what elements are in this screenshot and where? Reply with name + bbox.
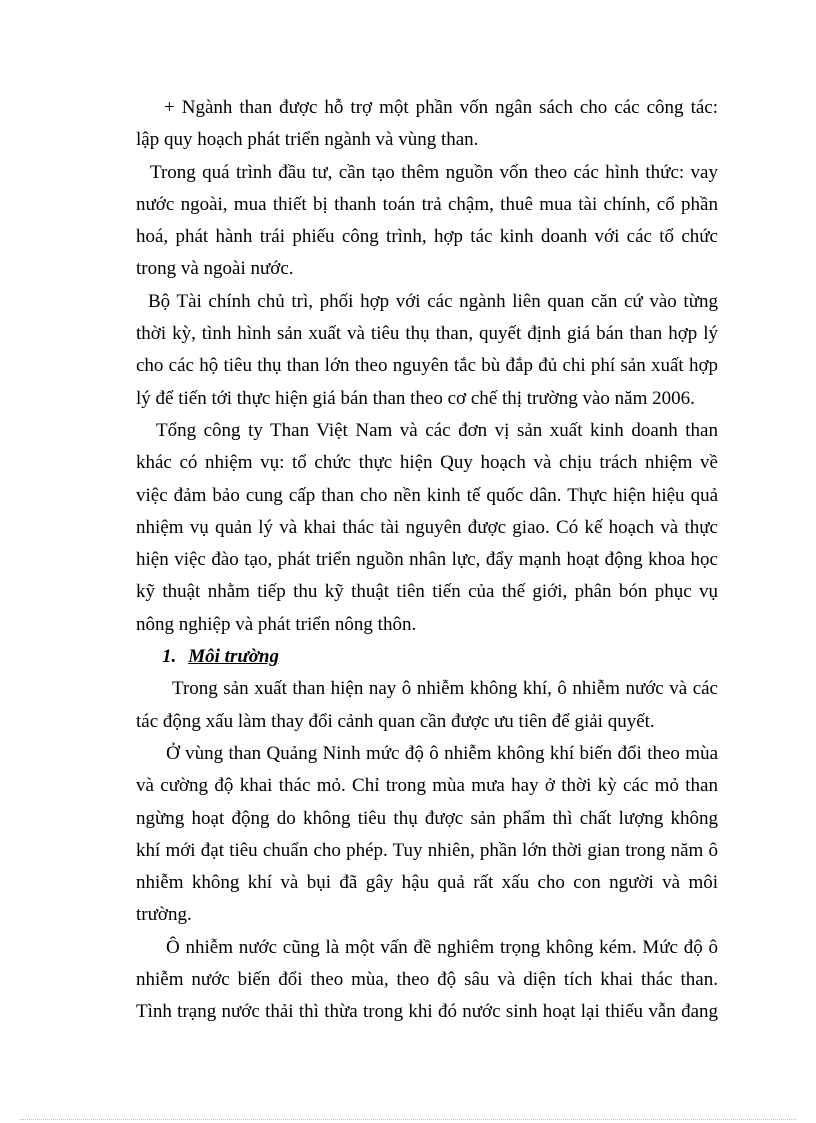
text-line: và cường độ khai thác mỏ. Chỉ trong mùa mưa hay ở thời kỳ các mỏ than bbox=[136, 775, 718, 797]
text-line: Ở vùng than Quảng Ninh mức độ ô nhiễm không khí biến đổi theo mùa bbox=[166, 742, 718, 764]
text-line: thời kỳ, tình hình sản xuất và tiêu thụ than, quyết định giá bán than hợp lý bbox=[136, 323, 718, 345]
text-line: nông nghiệp và phát triển nông thôn. bbox=[136, 613, 417, 635]
text-line: hiện việc đào tạo, phát triển nguồn nhân lực, đẩy mạnh hoạt động khoa học bbox=[136, 549, 718, 571]
text-line: tác động xấu làm thay đổi cảnh quan cần được ưu tiên để giải quyết. bbox=[136, 710, 655, 732]
text-line: kỹ thuật nhằm tiếp thu kỹ thuật tiên tiến của thế giới, phân bón phục vụ bbox=[136, 581, 718, 603]
text-line: nhiệm vụ quản lý và khai thác tài nguyên được giao. Có kế hoạch và thực bbox=[136, 516, 718, 538]
paragraph-investment bbox=[136, 157, 718, 286]
text-line: Trong quá trình đầu tư, cần tạo thêm nguồn vốn theo các hình thức: vay bbox=[150, 161, 718, 183]
paragraph-water-pollution bbox=[136, 932, 718, 1029]
text-line: hoá, phát hành trái phiếu công trình, hợp tác kinh doanh với các tổ chức bbox=[136, 226, 718, 248]
page-bottom-divider bbox=[20, 1119, 796, 1120]
section-number: 1. bbox=[162, 646, 177, 668]
section-title: Môi trường bbox=[188, 646, 279, 668]
text-line: Tổng công ty Than Việt Nam và các đơn vị sản xuất kinh doanh than bbox=[156, 419, 718, 441]
paragraph-funding bbox=[136, 92, 718, 157]
section-heading-environment bbox=[136, 641, 718, 673]
text-line: nhiễm nước biến đổi theo mùa, theo độ sâu và diện tích khai thác than. bbox=[136, 969, 718, 991]
text-line: ngừng hoạt động do không tiêu thụ được sản phẩm thì chất lượng không bbox=[136, 807, 718, 829]
text-line: + Ngành than được hỗ trợ một phần vốn ngân sách cho các công tác: bbox=[164, 97, 718, 118]
text-line: lập quy hoạch phát triển ngành và vùng than. bbox=[136, 129, 479, 151]
text-line: Tình trạng nước thải thì thừa trong khi đó nước sinh hoạt lại thiếu vẫn đang bbox=[136, 1001, 718, 1023]
page-content bbox=[136, 92, 718, 1029]
text-line: Trong sản xuất than hiện nay ô nhiễm không khí, ô nhiễm nước và các bbox=[172, 678, 718, 700]
text-line: nước ngoài, mua thiết bị thanh toán trả chậm, thuê mua tài chính, cổ phần bbox=[136, 193, 718, 215]
text-line: lý để tiến tới thực hiện giá bán than theo cơ chế thị trường vào năm 2006. bbox=[136, 387, 695, 409]
text-line: việc đảm bảo cung cấp than cho nền kinh tế quốc dân. Thực hiện hiệu quả bbox=[136, 484, 718, 506]
text-line: nhiễm không khí và bụi đã gây hậu quả rất xấu cho con người và môi bbox=[136, 872, 718, 894]
text-line: khí mới đạt tiêu chuẩn cho phép. Tuy nhiên, phần lớn thời gian trong năm ô bbox=[136, 839, 718, 861]
text-line: cho các hộ tiêu thụ than lớn theo nguyên tắc bù đắp đủ chi phí sản xuất hợp bbox=[136, 355, 718, 377]
paragraph-air-pollution bbox=[136, 738, 718, 932]
paragraph-ministry-of-finance bbox=[136, 286, 718, 415]
text-line: trong và ngoài nước. bbox=[136, 258, 294, 280]
text-line: trường. bbox=[136, 904, 192, 926]
paragraph-pollution-intro bbox=[136, 673, 718, 738]
paragraph-coal-corporation bbox=[136, 415, 718, 641]
text-line: khác có nhiệm vụ: tổ chức thực hiện Quy hoạch và chịu trách nhiệm về bbox=[136, 452, 718, 474]
text-line: Bộ Tài chính chủ trì, phối hợp với các ngành liên quan căn cứ vào từng bbox=[148, 290, 718, 312]
text-line: Ô nhiễm nước cũng là một vấn đề nghiêm trọng không kém. Mức độ ô bbox=[166, 936, 718, 958]
